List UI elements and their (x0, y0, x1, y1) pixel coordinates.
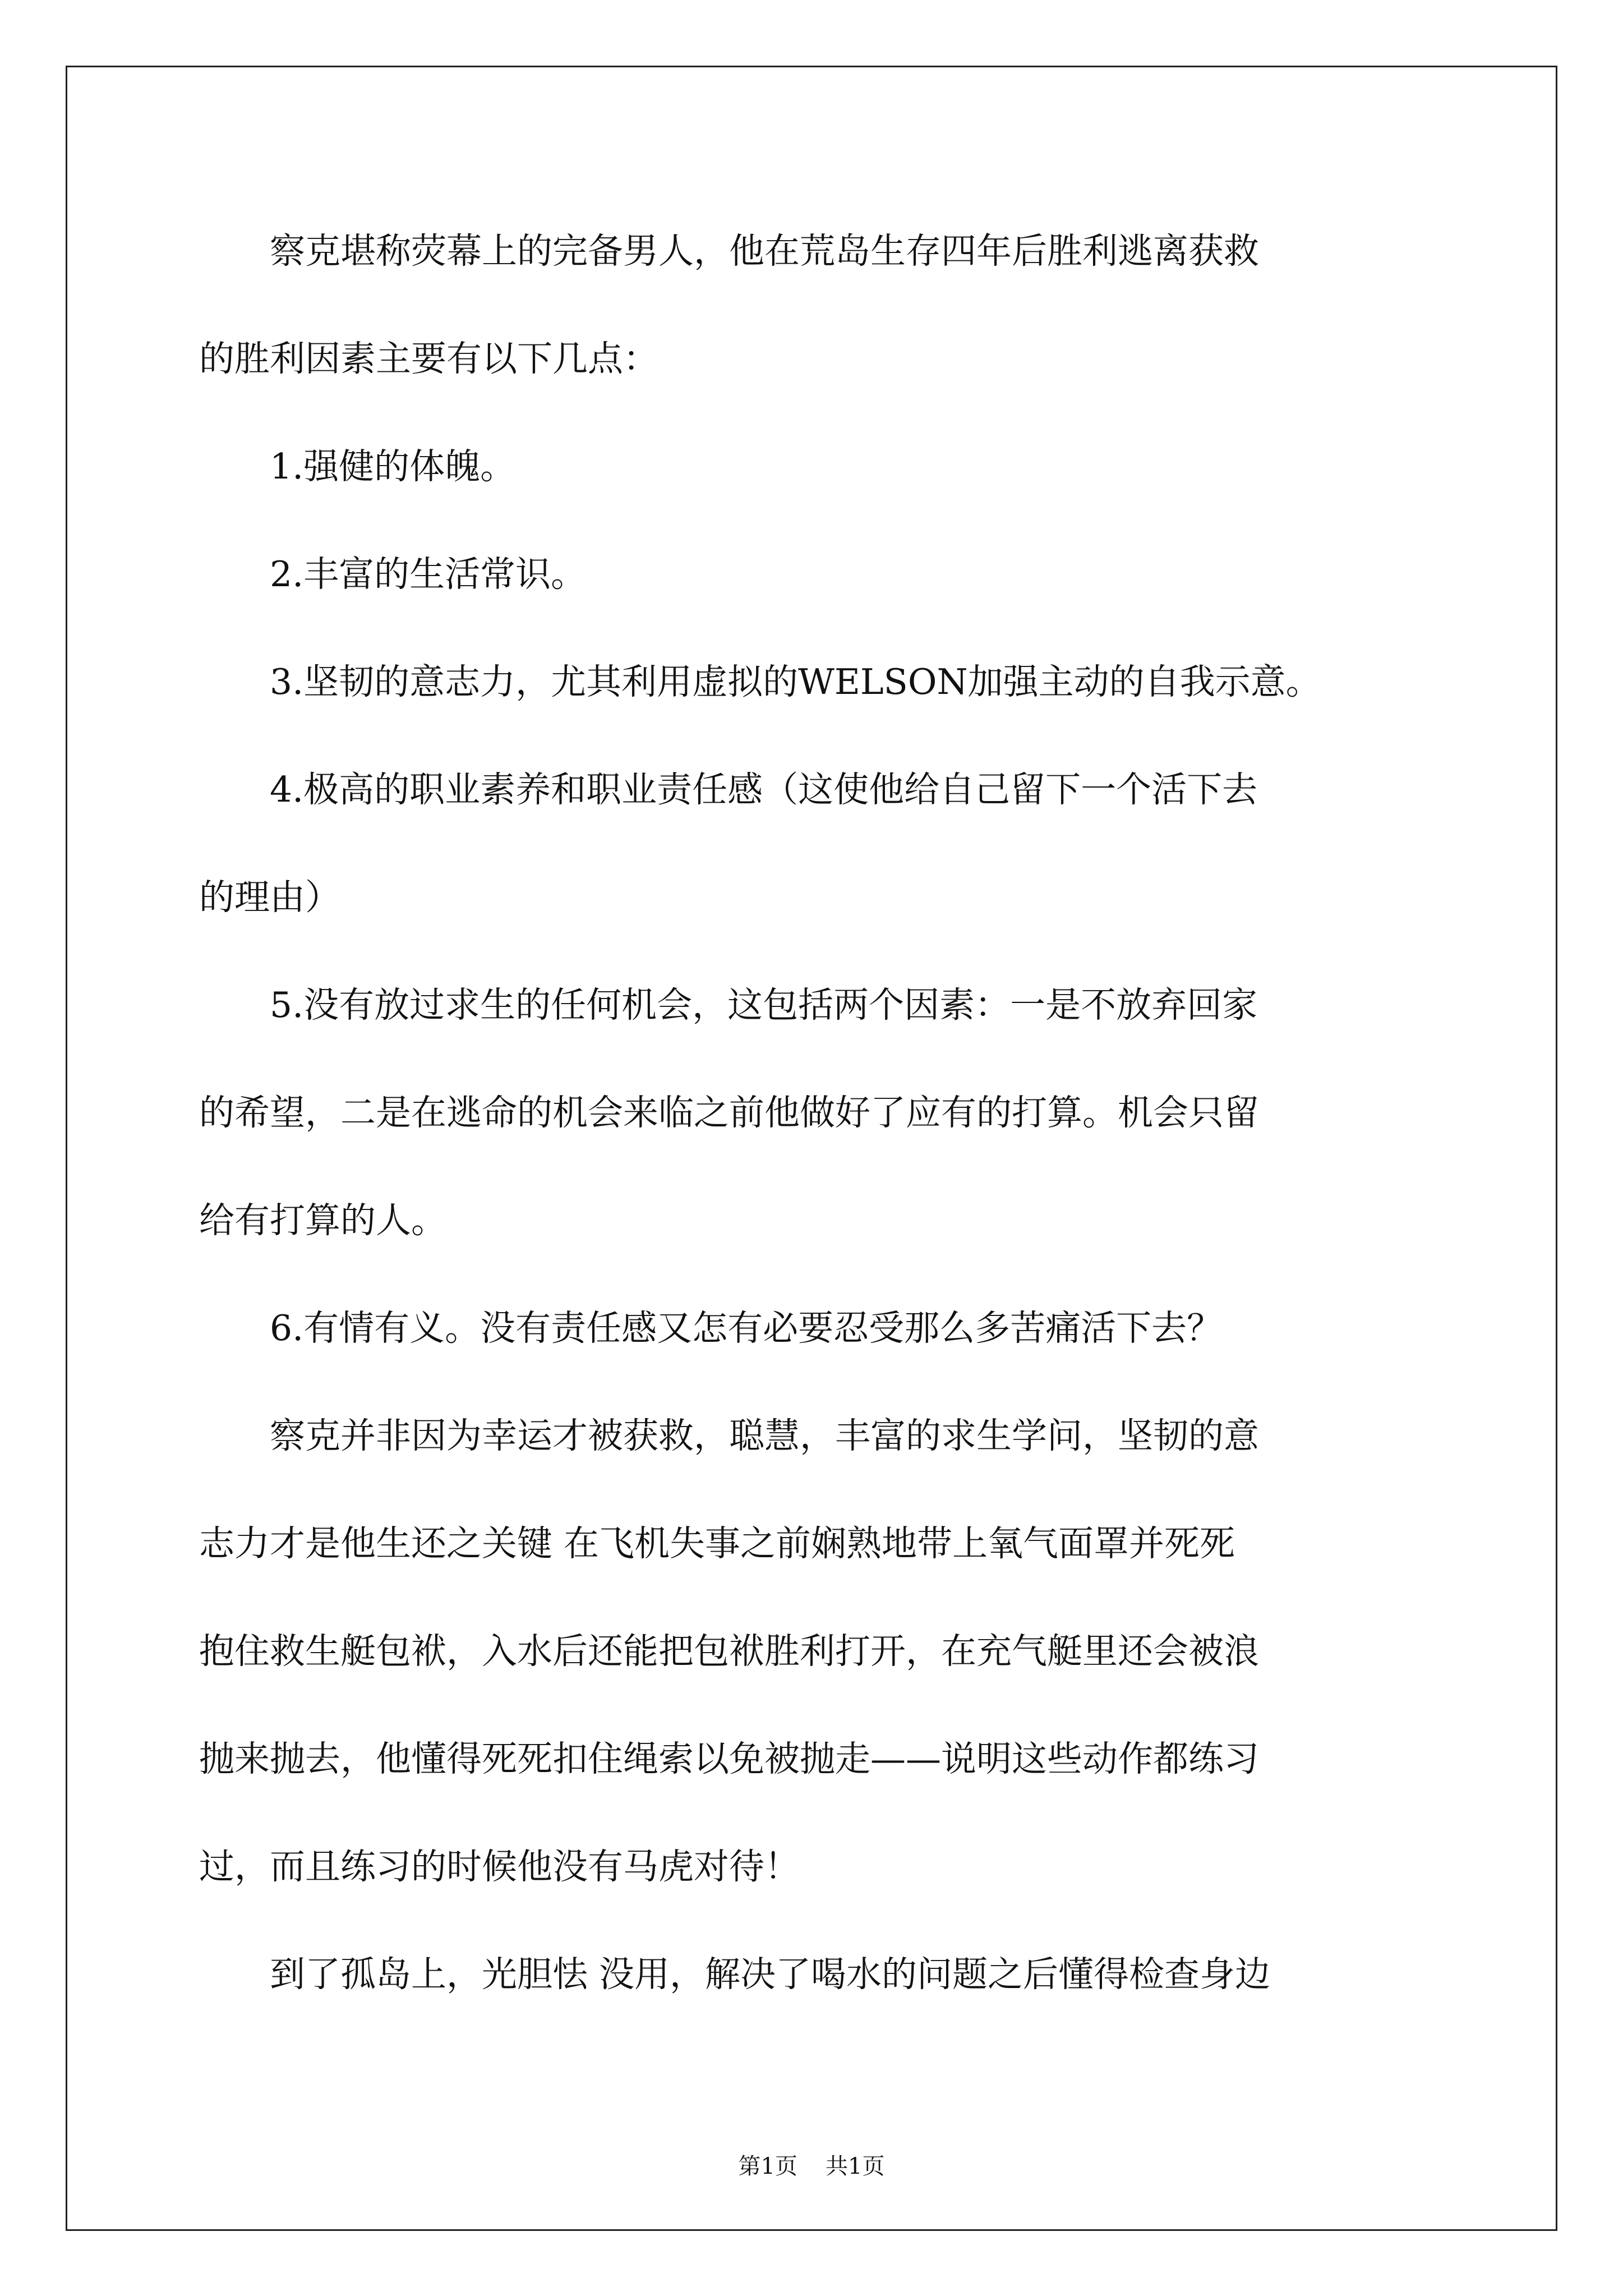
page-number: 第1页 (738, 2154, 797, 2179)
page-footer (0, 2148, 1623, 2180)
text-line: 1.强健的体魄。 (199, 446, 516, 487)
text-line: 2.丰富的生活常识。 (199, 554, 587, 595)
text-line: 抛来抛去，他懂得死死扣住绳索以免被抛走——说明这些动作都练习 (199, 1738, 1259, 1779)
text-line: 6.有情有义。没有责任感又怎有必要忍受那么多苦痛活下去？ (199, 1308, 1223, 1349)
text-line: 察克堪称荧幕上的完备男人，他在荒岛生存四年后胜利逃离获救 (199, 231, 1259, 272)
text-line: 5.没有放过求生的任何机会，这包括两个因素：一是不放弃回家 (199, 984, 1258, 1025)
text-line: 的胜利因素主要有以下几点： (199, 338, 658, 379)
text-line: 4.极高的职业素养和职业责任感（这使他给自己留下一个活下去 (199, 769, 1258, 810)
text-line: 志力才是他生还之关键 在飞机失事之前娴熟地带上氧气面罩并死死 (199, 1523, 1235, 1564)
text-line: 3.坚韧的意志力，尤其利用虚拟的WELSON加强主动的自我示意。 (199, 661, 1321, 702)
text-line: 到了孤岛上，光胆怯 没用，解决了喝水的问题之后懂得检查身边 (199, 1954, 1271, 1995)
text-line: 抱住救生艇包袱，入水后还能把包袱胜利打开，在充气艇里还会被浪 (199, 1631, 1259, 1672)
text-line: 的希望，二是在逃命的机会来临之前他做好了应有的打算。机会只留 (199, 1092, 1259, 1133)
text-line: 过，而且练习的时候他没有马虎对待！ (199, 1846, 800, 1887)
page-total: 共1页 (826, 2154, 885, 2179)
text-line: 的理由） (199, 877, 340, 918)
text-line: 给有打算的人。 (199, 1200, 446, 1241)
text-line: 察克并非因为幸运才被获救，聪慧，丰富的求生学问，坚韧的意 (199, 1415, 1259, 1456)
